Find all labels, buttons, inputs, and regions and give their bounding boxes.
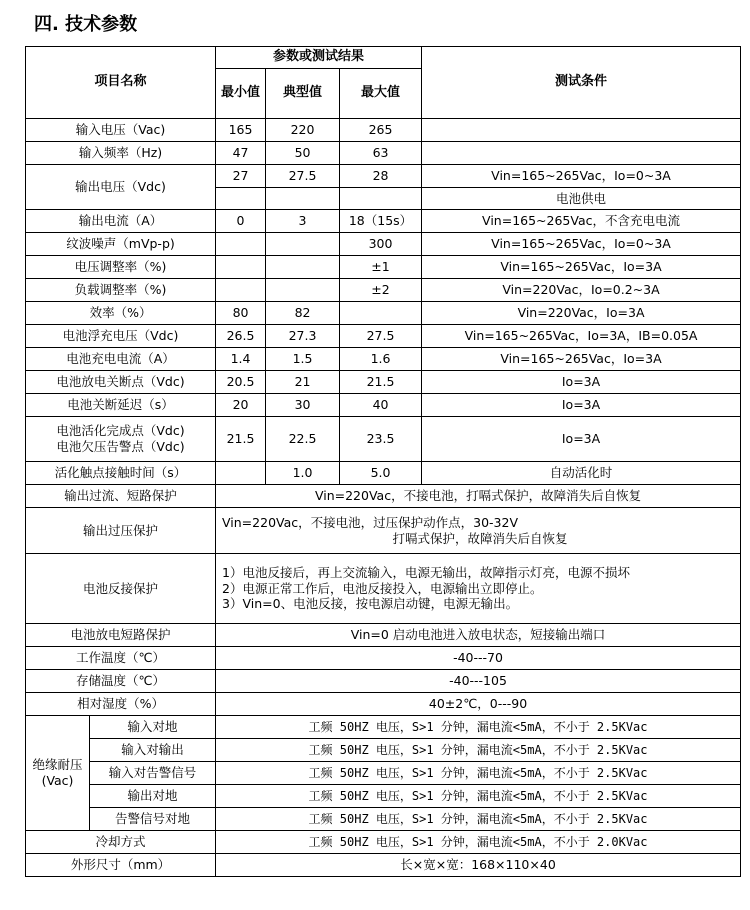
table-row	[26, 693, 741, 716]
param-name: 效率（%）	[26, 302, 216, 325]
param-cond	[422, 119, 741, 142]
param-cond: Io=3A	[422, 394, 741, 417]
param-name-line: 电池活化完成点（Vdc)	[56, 423, 185, 439]
protection-desc: -40---105	[216, 670, 741, 693]
param-min: 21.5	[216, 417, 266, 462]
param-max: 63	[340, 142, 422, 165]
table-row	[26, 624, 741, 647]
protection-desc: Vin=0 启动电池进入放电状态，短接输出端口	[216, 624, 741, 647]
header-result: 参数或测试结果	[216, 47, 422, 69]
protection-name: 输出过压保护	[26, 508, 216, 554]
table-row	[26, 325, 741, 348]
table-row	[26, 831, 741, 854]
table-row	[26, 279, 741, 302]
insulation-item: 输入对地	[90, 716, 216, 739]
param-name	[26, 417, 216, 462]
param-name: 电池放电关断点（Vdc)	[26, 371, 216, 394]
table-row	[26, 142, 741, 165]
param-name: 电池关断延迟（s）	[26, 394, 216, 417]
param-max	[340, 188, 422, 210]
header-typ: 典型值	[266, 69, 340, 119]
header-min: 最小值	[216, 69, 266, 119]
param-max: 27.5	[340, 325, 422, 348]
header-item-name: 项目名称	[26, 47, 216, 119]
protection-name: 输出过流、短路保护	[26, 485, 216, 508]
cooling-name: 冷却方式	[26, 831, 216, 854]
param-typ: 22.5	[266, 417, 340, 462]
param-min: 80	[216, 302, 266, 325]
protection-desc: Vin=220Vac，不接电池，打嗝式保护，故障消失后自恢复	[216, 485, 741, 508]
param-cond	[422, 142, 741, 165]
param-max: ±2	[340, 279, 422, 302]
param-cond: 自动活化时	[422, 462, 741, 485]
param-typ: 82	[266, 302, 340, 325]
table-row	[26, 762, 741, 785]
param-name: 输出电压（Vdc)	[26, 165, 216, 210]
insulation-item: 输出对地	[90, 785, 216, 808]
param-min: 47	[216, 142, 266, 165]
param-max: 23.5	[340, 417, 422, 462]
protection-name: 电池反接保护	[26, 554, 216, 624]
insulation-label: 绝缘耐压(Vac)	[26, 716, 90, 831]
table-row	[26, 785, 741, 808]
param-min	[216, 279, 266, 302]
param-max: 5.0	[340, 462, 422, 485]
insulation-cond: 工频 50HZ 电压，S>1 分钟，漏电流<5mA，不小于 2.5KVac	[216, 716, 741, 739]
header-max: 最大值	[340, 69, 422, 119]
param-typ: 30	[266, 394, 340, 417]
table-row	[26, 394, 741, 417]
param-max: 18（15s）	[340, 210, 422, 233]
param-name: 输入电压（Vac)	[26, 119, 216, 142]
table-row	[26, 854, 741, 877]
param-name: 输出电流（A）	[26, 210, 216, 233]
table-row	[26, 119, 741, 142]
table-row	[26, 647, 741, 670]
param-max: 1.6	[340, 348, 422, 371]
protection-desc	[216, 554, 741, 624]
param-min: 20.5	[216, 371, 266, 394]
protection-desc-line: 打嗝式保护，故障消失后自恢复	[392, 530, 568, 546]
param-name: 电池浮充电压（Vdc)	[26, 325, 216, 348]
protection-desc-line: Vin=220Vac，不接电池，过压保护动作点，30-32V	[222, 514, 519, 530]
param-min	[216, 256, 266, 279]
param-typ: 1.0	[266, 462, 340, 485]
param-name-line: 电池欠压告警点（Vdc)	[56, 439, 185, 454]
table-row	[26, 165, 741, 188]
param-cond: Vin=165~265Vac，Io=0~3A	[422, 233, 741, 256]
insulation-cond: 工频 50HZ 电压，S>1 分钟，漏电流<5mA，不小于 2.5KVac	[216, 785, 741, 808]
insulation-item: 告警信号对地	[90, 808, 216, 831]
table-row	[26, 348, 741, 371]
param-max: 40	[340, 394, 422, 417]
param-typ	[266, 279, 340, 302]
protection-desc	[216, 508, 741, 554]
table-row	[26, 371, 741, 394]
table-row	[26, 485, 741, 508]
param-cond: Vin=220Vac，Io=0.2~3A	[422, 279, 741, 302]
table-row	[26, 462, 741, 485]
param-typ	[266, 256, 340, 279]
param-name: 输入频率（Hz)	[26, 142, 216, 165]
dimension-cond: 长×宽×宽：168×110×40	[216, 854, 741, 877]
param-min	[216, 233, 266, 256]
cooling-cond: 工频 50HZ 电压，S>1 分钟，漏电流<5mA，不小于 2.0KVac	[216, 831, 741, 854]
table-row	[26, 554, 741, 624]
protection-desc-line: 1）电池反接后，再上交流输入，电源无输出，故障指示灯亮，电源不损坏	[222, 565, 630, 581]
param-cond: Io=3A	[422, 417, 741, 462]
header-test-condition: 测试条件	[422, 47, 741, 119]
param-min: 20	[216, 394, 266, 417]
param-min	[216, 188, 266, 210]
param-min: 1.4	[216, 348, 266, 371]
param-cond: Vin=165~265Vac，Io=3A	[422, 348, 741, 371]
param-min: 0	[216, 210, 266, 233]
param-min: 27	[216, 165, 266, 188]
param-max: ±1	[340, 256, 422, 279]
param-cond: Vin=165~265Vac，Io=3A，IB=0.05A	[422, 325, 741, 348]
param-name: 电压调整率（%)	[26, 256, 216, 279]
param-typ: 1.5	[266, 348, 340, 371]
param-cond: 电池供电	[422, 188, 741, 210]
param-typ: 27.5	[266, 165, 340, 188]
param-max: 265	[340, 119, 422, 142]
protection-desc: -40---70	[216, 647, 741, 670]
param-typ: 3	[266, 210, 340, 233]
param-min: 26.5	[216, 325, 266, 348]
insulation-cond: 工频 50HZ 电压，S>1 分钟，漏电流<5mA，不小于 2.5KVac	[216, 762, 741, 785]
insulation-cond: 工频 50HZ 电压，S>1 分钟，漏电流<5mA，不小于 2.5KVac	[216, 808, 741, 831]
param-name: 电池充电电流（A）	[26, 348, 216, 371]
table-row	[26, 716, 741, 739]
protection-name: 电池放电短路保护	[26, 624, 216, 647]
table-row	[26, 670, 741, 693]
table-row	[26, 302, 741, 325]
param-max: 300	[340, 233, 422, 256]
param-name: 纹波噪声（mVp-p)	[26, 233, 216, 256]
table-row	[26, 417, 741, 462]
insulation-item: 输入对输出	[90, 739, 216, 762]
param-typ	[266, 188, 340, 210]
param-max: 21.5	[340, 371, 422, 394]
protection-name: 工作温度（℃）	[26, 647, 216, 670]
table-row	[26, 233, 741, 256]
param-min	[216, 462, 266, 485]
param-min: 165	[216, 119, 266, 142]
param-name: 活化触点接触时间（s）	[26, 462, 216, 485]
table-row	[26, 256, 741, 279]
param-cond: Vin=220Vac，Io=3A	[422, 302, 741, 325]
dimension-name: 外形尺寸（mm）	[26, 854, 216, 877]
param-typ: 27.3	[266, 325, 340, 348]
param-typ	[266, 233, 340, 256]
protection-desc-line: 3）Vin=0、电池反接，按电源启动键，电源无输出。	[222, 596, 519, 612]
table-row	[26, 808, 741, 831]
param-cond: Io=3A	[422, 371, 741, 394]
protection-name: 存储温度（℃）	[26, 670, 216, 693]
protection-desc-line: 2）电源正常工作后，电池反接投入，电源输出立即停止。	[222, 580, 543, 596]
param-name: 负载调整率（%)	[26, 279, 216, 302]
spec-table	[25, 46, 741, 877]
insulation-cond: 工频 50HZ 电压，S>1 分钟，漏电流<5mA，不小于 2.5KVac	[216, 739, 741, 762]
protection-desc: 40±2℃，0---90	[216, 693, 741, 716]
param-max	[340, 302, 422, 325]
table-row	[26, 210, 741, 233]
param-typ: 220	[266, 119, 340, 142]
param-typ: 50	[266, 142, 340, 165]
protection-name: 相对湿度（%）	[26, 693, 216, 716]
param-cond: Vin=165~265Vac，Io=0~3A	[422, 165, 741, 188]
param-max: 28	[340, 165, 422, 188]
param-cond: Vin=165~265Vac，不含充电电流	[422, 210, 741, 233]
insulation-item: 输入对告警信号	[90, 762, 216, 785]
param-typ: 21	[266, 371, 340, 394]
param-cond: Vin=165~265Vac，Io=3A	[422, 256, 741, 279]
table-row	[26, 508, 741, 554]
table-row	[26, 739, 741, 762]
section-title: 四. 技术参数	[34, 14, 138, 35]
